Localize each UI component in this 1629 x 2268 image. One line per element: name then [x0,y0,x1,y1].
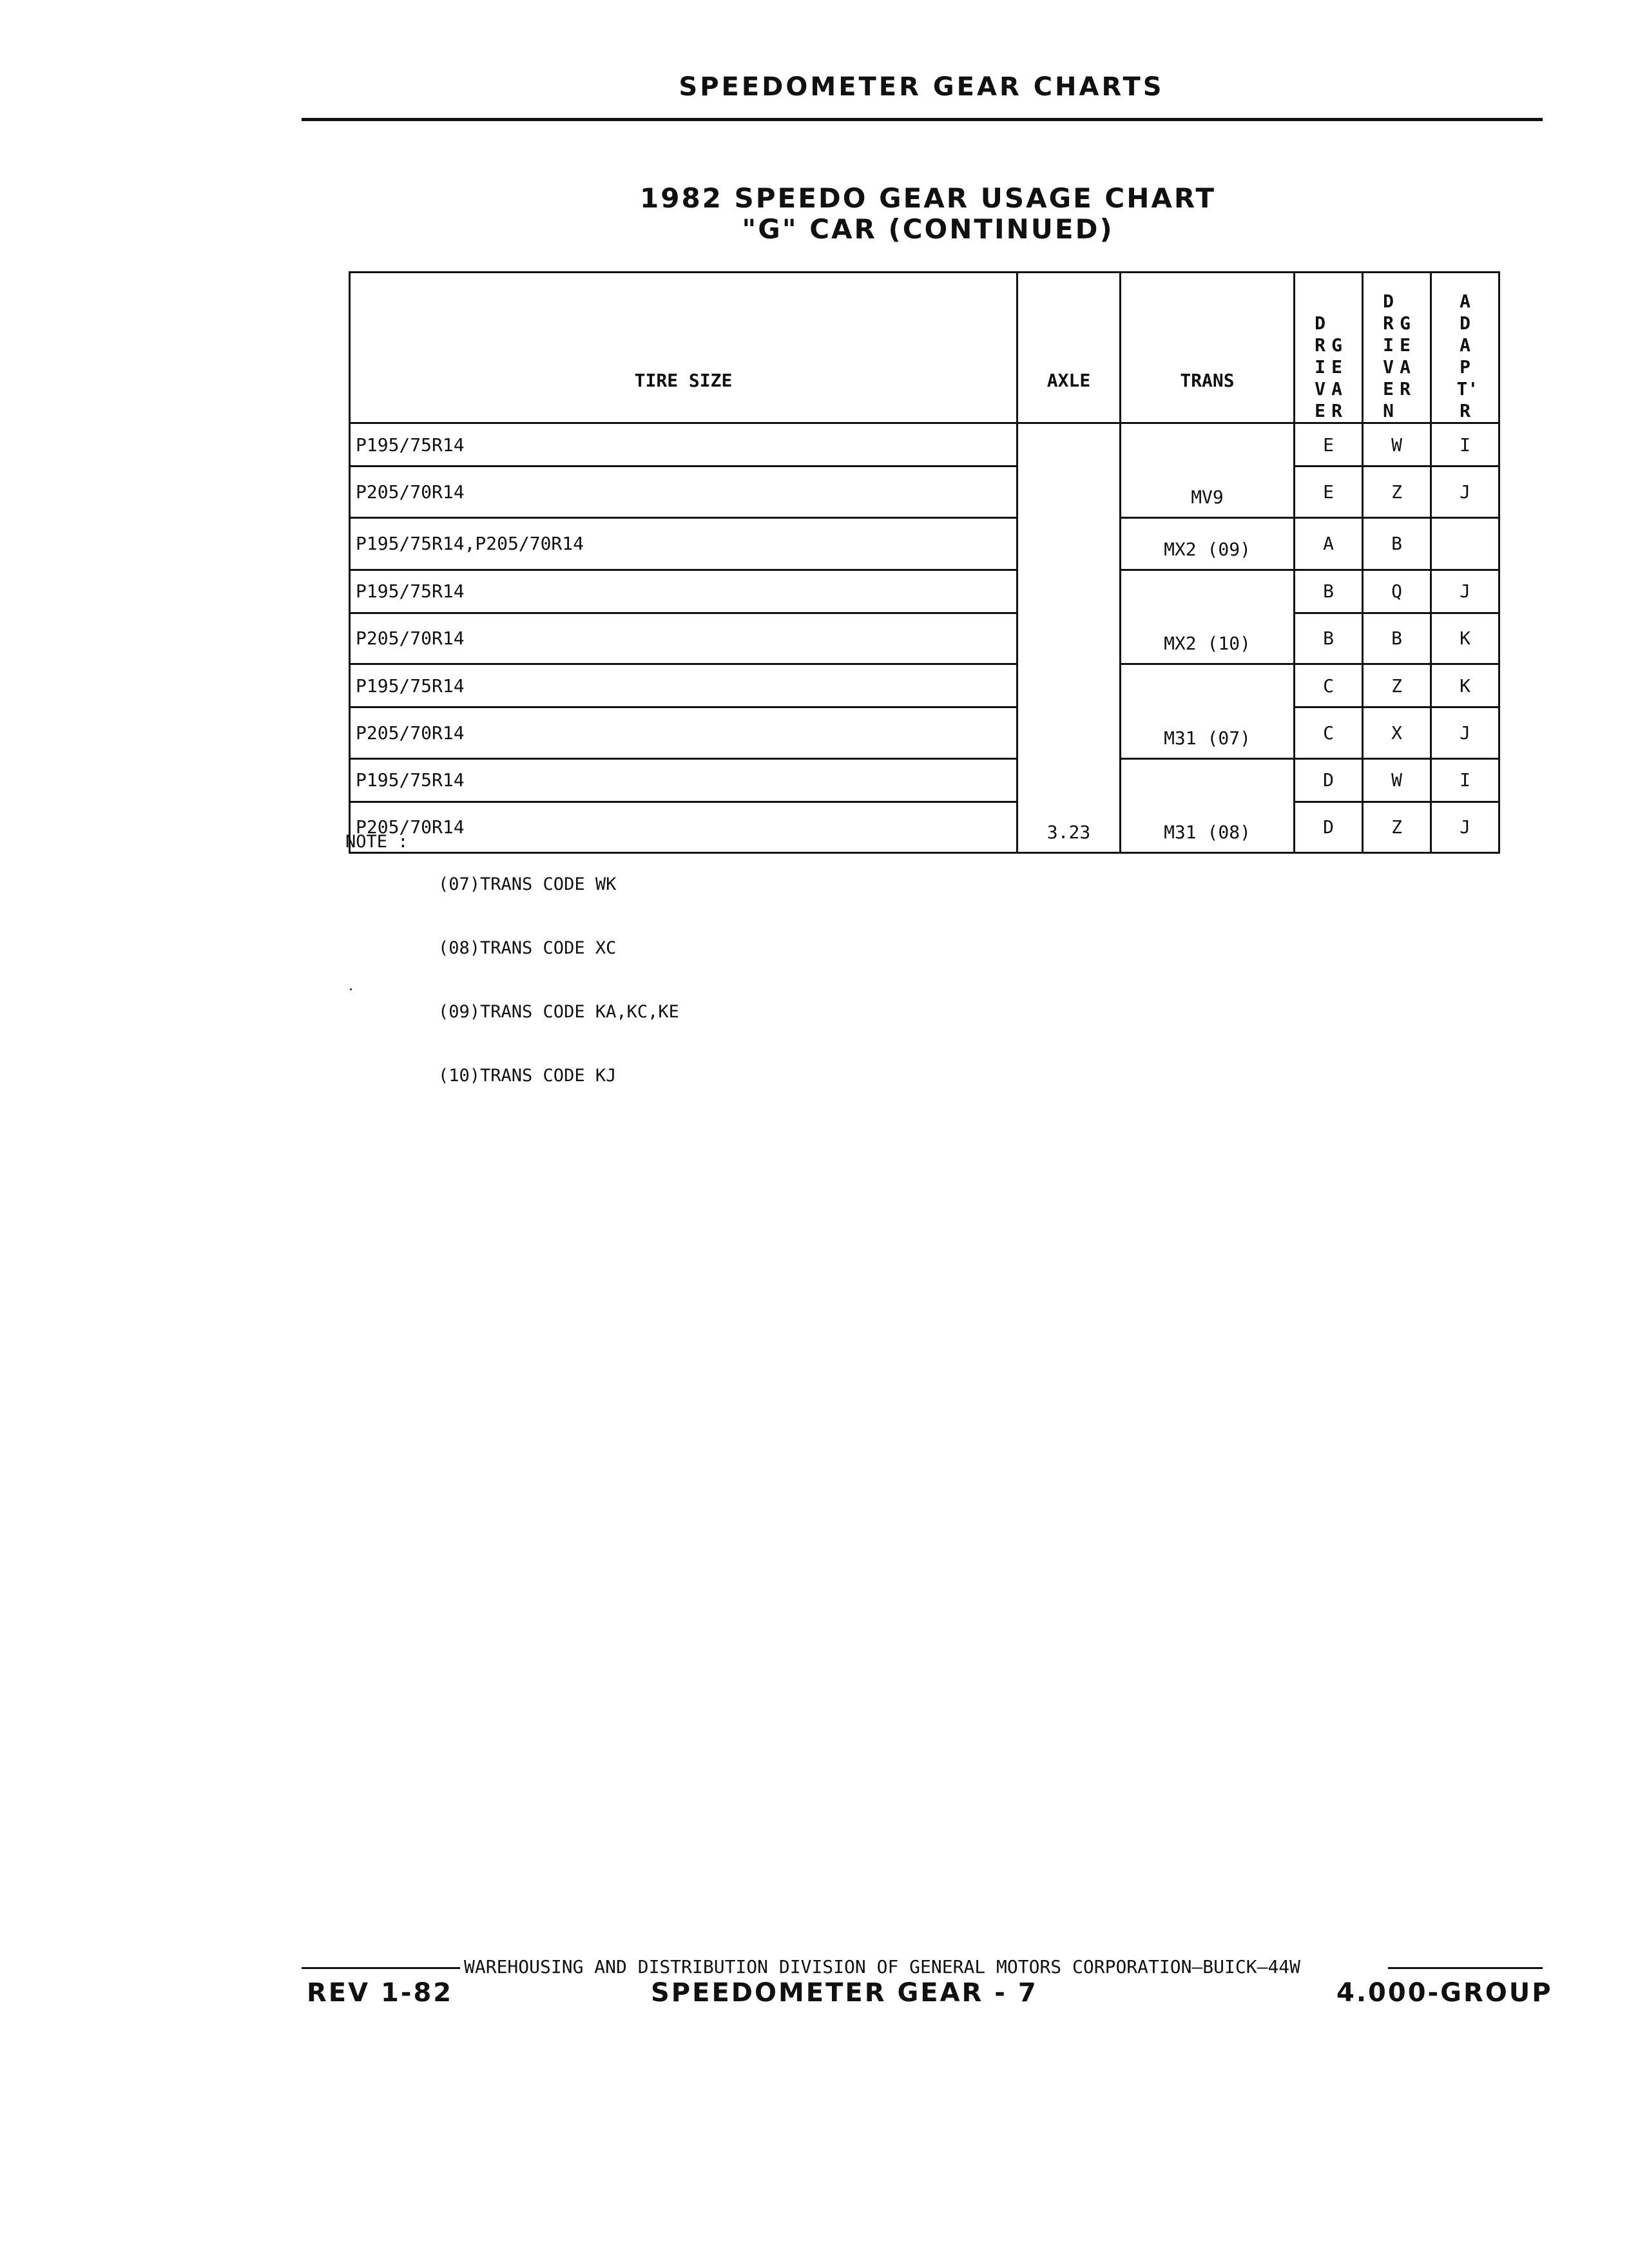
trans-cell: MX2 (10) [1121,613,1295,664]
notes-lines [438,831,889,1129]
trans-cell [1121,570,1295,613]
footer-section-title: SPEEDOMETER GEAR - 7 [651,1978,1038,2008]
axle-cell: 3.23 [1017,423,1121,853]
table-row [350,570,1499,613]
trans-cell [1121,423,1295,466]
trans-cell: MX2 (09) [1121,517,1295,570]
driven-gear-cell: Q [1363,570,1431,613]
adapter-cell: J [1431,707,1499,759]
driver-gear-cell: E [1295,423,1363,466]
col-header-driver-gear: D R I V E G E A R [1295,273,1363,423]
driven-gear-cell: X [1363,707,1431,759]
table-row [350,423,1499,466]
trans-cell: M31 (08) [1121,802,1295,853]
driver-gear-cell: C [1295,664,1363,707]
footer-rule-right [1388,1967,1543,1969]
footer-division-line [302,1956,1543,1979]
note-line: (08)TRANS CODE XC [438,938,617,958]
col-header-driven-gear: D R I V E N G E A R [1363,273,1431,423]
driver-gear-cell: D [1295,758,1363,802]
chart-title-line-2: "G" CAR (CONTINUED) [742,213,1114,245]
trans-cell [1121,664,1295,707]
driven-gear-cell: W [1363,423,1431,466]
footer-revision: REV 1-82 [307,1978,454,2008]
driven-gear-cell: Z [1363,664,1431,707]
table-row [350,517,1499,570]
driver-gear-cell: B [1295,613,1363,664]
tire-size-cell: P205/70R14 [350,466,1017,518]
col-header-tire-size: TIRE SIZE [350,273,1017,423]
table-row [350,466,1499,518]
footer-group: 4.000-GROUP [1336,1978,1553,2008]
driver-gear-cell: B [1295,570,1363,613]
adapter-cell: K [1431,613,1499,664]
chart-title-line-1: 1982 SPEEDO GEAR USAGE CHART [640,182,1216,214]
tire-size-cell: P195/75R14 [350,570,1017,613]
driver-gear-cell: D [1295,802,1363,853]
notes-label: NOTE : [345,832,409,852]
driver-gear-cell: C [1295,707,1363,759]
driven-gear-cell: B [1363,517,1431,570]
scan-speck [350,988,352,990]
page-header: SPEEDOMETER GEAR CHARTS [679,72,1164,102]
footer-division-text: WAREHOUSING AND DISTRIBUTION DIVISION OF GENERAL MOTORS CORPORATION—BUICK—44W [464,1956,1301,1977]
tire-size-cell: P195/75R14 [350,423,1017,466]
note-line: (09)TRANS CODE KA,KC,KE [438,1002,679,1022]
table-row [350,613,1499,664]
adapter-cell: I [1431,423,1499,466]
adapter-cell: J [1431,466,1499,518]
tire-size-cell: P205/70R14 [350,613,1017,664]
chart-title [348,183,1508,245]
header-rule [302,118,1543,121]
speedo-gear-table [349,271,1500,854]
driven-gear-cell: B [1363,613,1431,664]
col-header-adapter: A D A P T' R [1431,273,1499,423]
driven-gear-cell: Z [1363,466,1431,518]
table-row [350,664,1499,707]
tire-size-cell: P195/75R14 [350,758,1017,802]
trans-cell [1121,758,1295,802]
table-row [350,707,1499,759]
driven-gear-cell: Z [1363,802,1431,853]
adapter-cell: K [1431,664,1499,707]
adapter-cell: J [1431,570,1499,613]
adapter-cell [1431,517,1499,570]
table-row [350,758,1499,802]
tire-size-cell: P205/70R14 [350,802,1017,853]
tire-size-cell: P195/75R14,P205/70R14 [350,517,1017,570]
note-line: (07)TRANS CODE WK [438,874,617,894]
adapter-cell: I [1431,758,1499,802]
driver-gear-cell: E [1295,466,1363,518]
adapter-cell: J [1431,802,1499,853]
tire-size-cell: P205/70R14 [350,707,1017,759]
trans-cell: MV9 [1121,466,1295,518]
driven-gear-cell: W [1363,758,1431,802]
footer-rule-left [302,1967,460,1969]
tire-size-cell: P195/75R14 [350,664,1017,707]
table-header-row [350,273,1499,423]
col-header-axle: AXLE [1017,273,1121,423]
col-header-trans: TRANS [1121,273,1295,423]
trans-cell: M31 (07) [1121,707,1295,759]
note-line: (10)TRANS CODE KJ [438,1066,617,1086]
driver-gear-cell: A [1295,517,1363,570]
